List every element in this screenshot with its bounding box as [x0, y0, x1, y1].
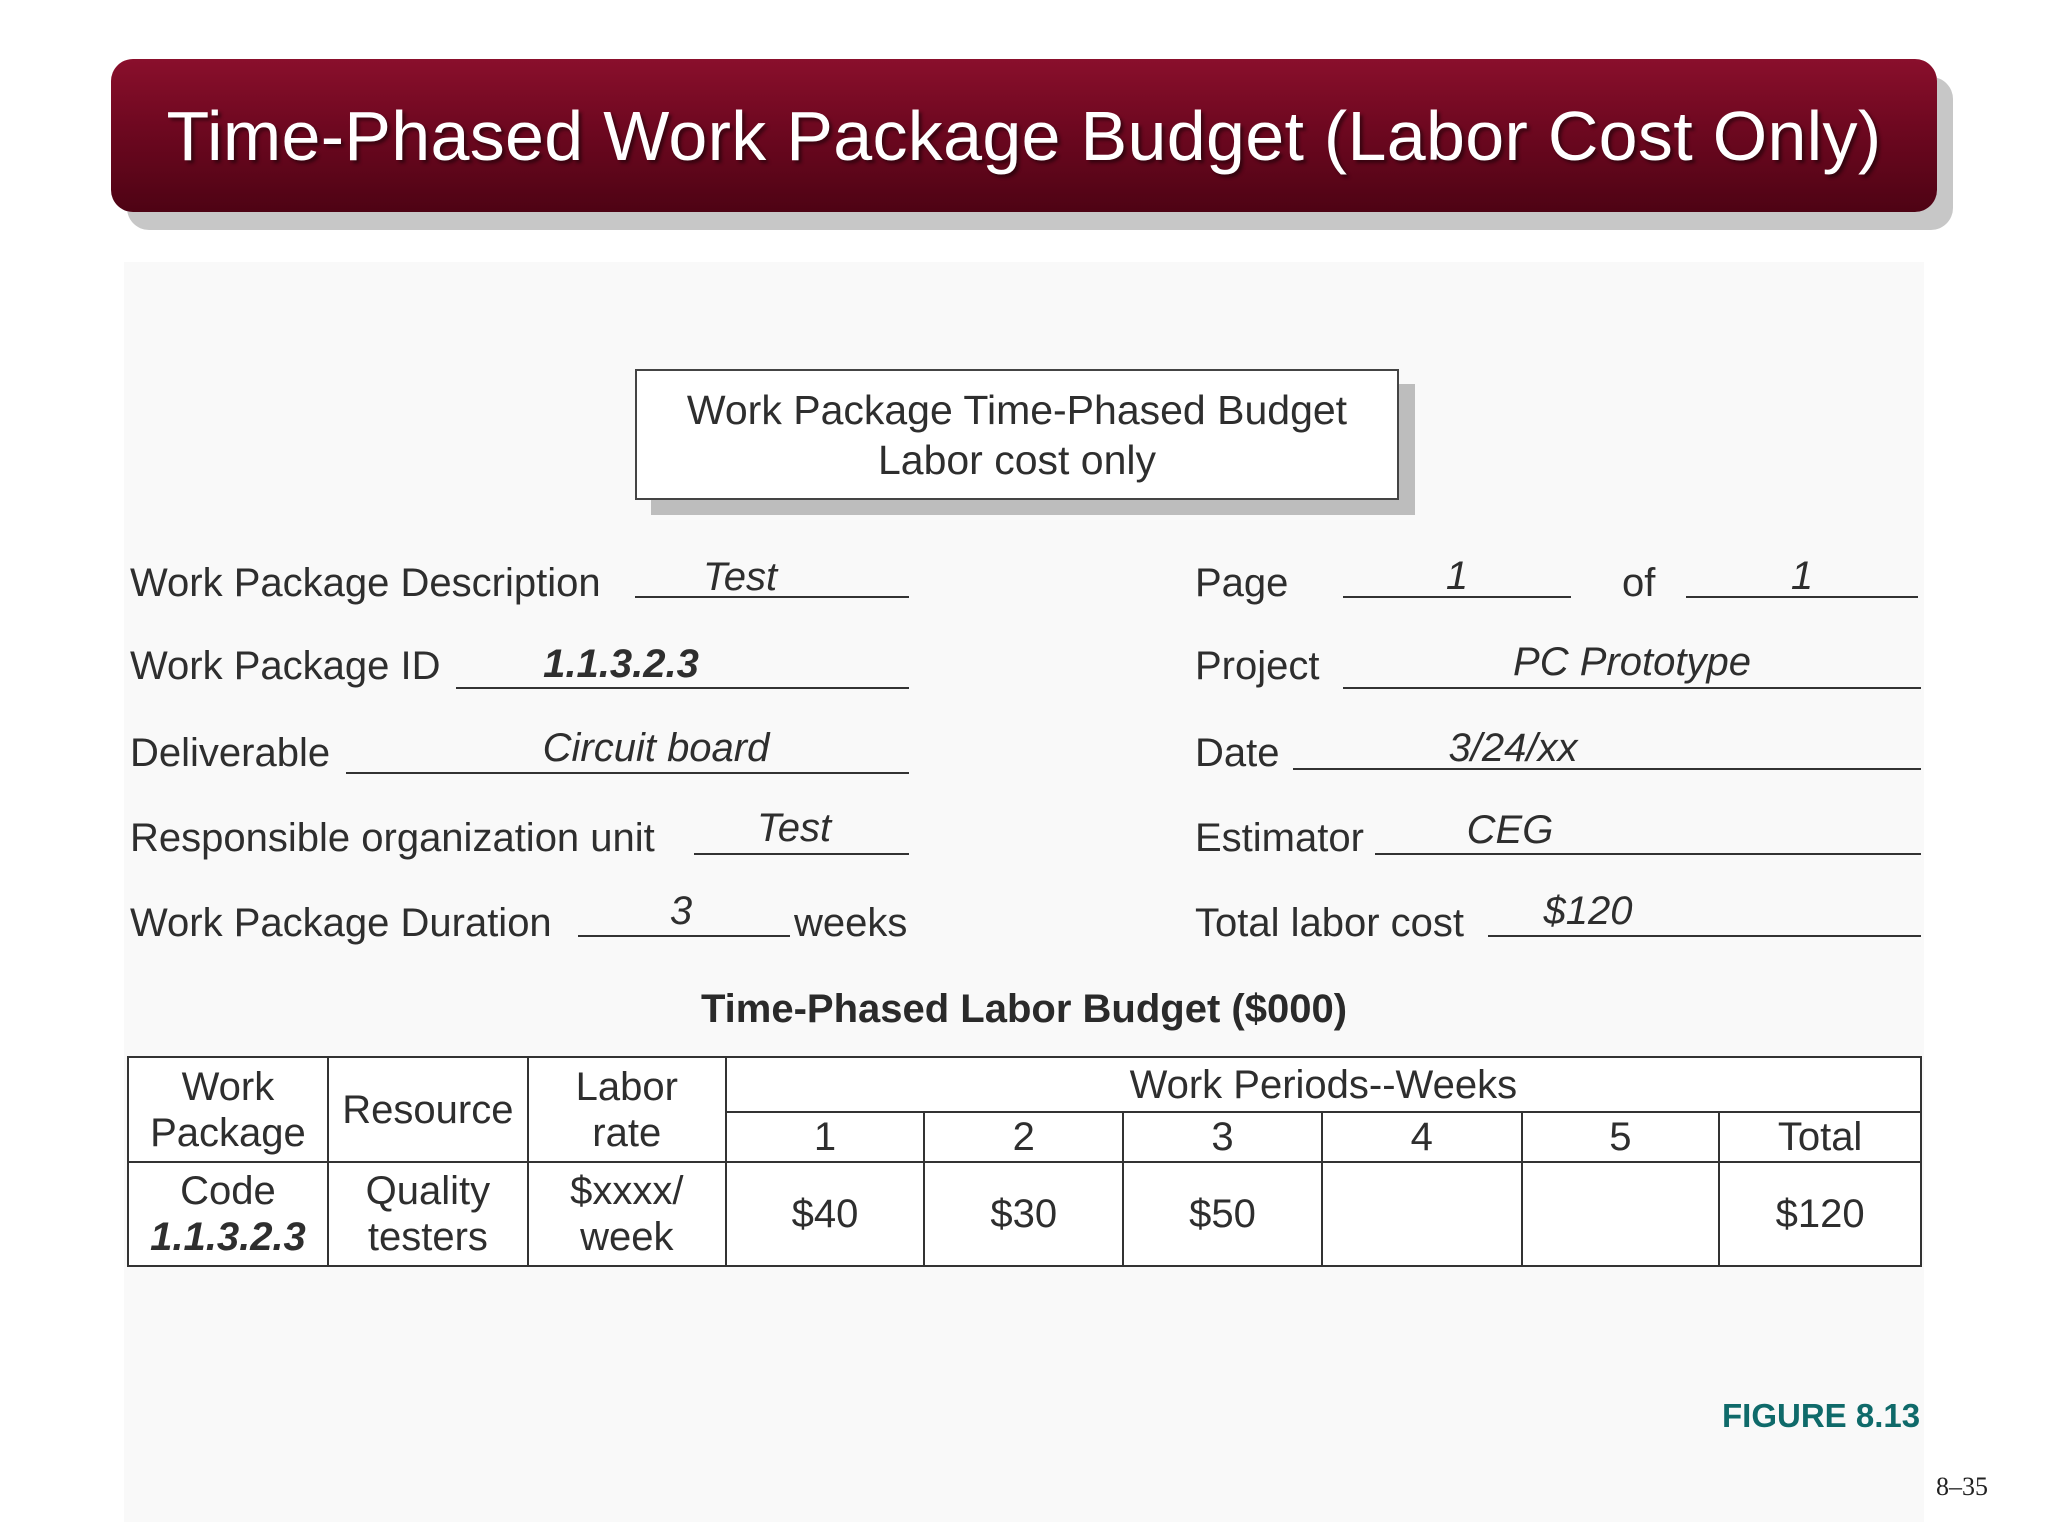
page-label: Page	[1195, 561, 1289, 605]
page-value: 1	[1445, 554, 1469, 598]
duration-value: 3	[669, 889, 693, 933]
header-labor-rate	[528, 1057, 726, 1162]
header-week-1: 1	[726, 1112, 925, 1162]
header-work-package	[128, 1057, 328, 1162]
total-labor-cost-value: $120	[1543, 889, 1633, 933]
work-package-id-label: Work Package ID	[130, 644, 441, 688]
cell-resource-line2: testers	[367, 1215, 488, 1259]
form-header-line1: Work Package Time-Phased Budget	[686, 386, 1348, 433]
cell-code-label: Code	[180, 1169, 276, 1213]
project-label: Project	[1195, 644, 1320, 688]
header-work-package-line2: Package	[150, 1110, 306, 1155]
cell-labor-rate	[528, 1162, 726, 1266]
deliverable-value: Circuit board	[542, 726, 770, 770]
header-week-4: 4	[1322, 1112, 1522, 1162]
project-value: PC Prototype	[1513, 640, 1751, 684]
page-number: 8–35	[1936, 1472, 1988, 1501]
cell-week-1: $40	[726, 1162, 925, 1266]
org-unit-line	[694, 853, 909, 855]
estimator-value: CEG	[1466, 808, 1554, 852]
cell-labor-rate-line1: $xxxx/	[570, 1169, 684, 1213]
duration-unit: weeks	[794, 901, 908, 945]
date-label: Date	[1195, 731, 1280, 775]
org-unit-label: Responsible organization unit	[130, 816, 655, 860]
budget-table	[127, 1056, 1922, 1267]
total-labor-cost-label: Total labor cost	[1195, 901, 1465, 945]
cell-week-4	[1322, 1162, 1522, 1266]
cell-week-2: $30	[924, 1162, 1123, 1266]
cell-code	[128, 1162, 328, 1266]
header-week-2: 2	[924, 1112, 1123, 1162]
form-header-box	[635, 369, 1399, 500]
cell-resource-line1: Quality	[365, 1169, 491, 1213]
slide-title-bar	[111, 59, 1937, 212]
header-work-package-line1: Work	[181, 1064, 275, 1109]
description-value: Test	[702, 555, 778, 599]
header-labor-rate-line1: Labor	[575, 1064, 678, 1109]
description-label: Work Package Description	[130, 561, 601, 605]
org-unit-value: Test	[756, 806, 832, 850]
date-value: 3/24/xx	[1448, 726, 1578, 770]
header-labor-rate-line2: rate	[592, 1110, 662, 1155]
form-header-line2: Labor cost only	[877, 436, 1157, 483]
estimator-line	[1375, 853, 1921, 855]
work-package-id-line	[456, 687, 909, 689]
duration-line	[578, 935, 790, 937]
table-header-row-1	[128, 1057, 1921, 1112]
total-labor-cost-line	[1488, 935, 1921, 937]
header-week-3: 3	[1123, 1112, 1322, 1162]
header-work-periods: Work Periods--Weeks	[726, 1057, 1921, 1112]
header-week-5: 5	[1522, 1112, 1720, 1162]
cell-total: $120	[1719, 1162, 1921, 1266]
header-total: Total	[1719, 1112, 1921, 1162]
deliverable-label: Deliverable	[130, 731, 331, 775]
estimator-label: Estimator	[1195, 816, 1364, 860]
work-package-id-value: 1.1.3.2.3	[543, 642, 699, 686]
page-of-value: 1	[1790, 554, 1814, 598]
duration-label: Work Package Duration	[130, 901, 552, 945]
figure-label: FIGURE 8.13	[1722, 1397, 1921, 1434]
cell-labor-rate-line2: week	[580, 1215, 674, 1259]
budget-table-title: Time-Phased Labor Budget ($000)	[700, 987, 1348, 1031]
page-of-label: of	[1622, 561, 1656, 605]
slide-title: Time-Phased Work Package Budget (Labor Cost Only)	[166, 96, 1882, 175]
header-resource: Resource	[328, 1057, 528, 1162]
cell-week-3: $50	[1123, 1162, 1322, 1266]
project-line	[1343, 687, 1921, 689]
cell-code-value: 1.1.3.2.3	[150, 1215, 306, 1259]
deliverable-line	[346, 772, 909, 774]
cell-resource	[328, 1162, 528, 1266]
table-row	[128, 1162, 1921, 1266]
cell-week-5	[1522, 1162, 1720, 1266]
